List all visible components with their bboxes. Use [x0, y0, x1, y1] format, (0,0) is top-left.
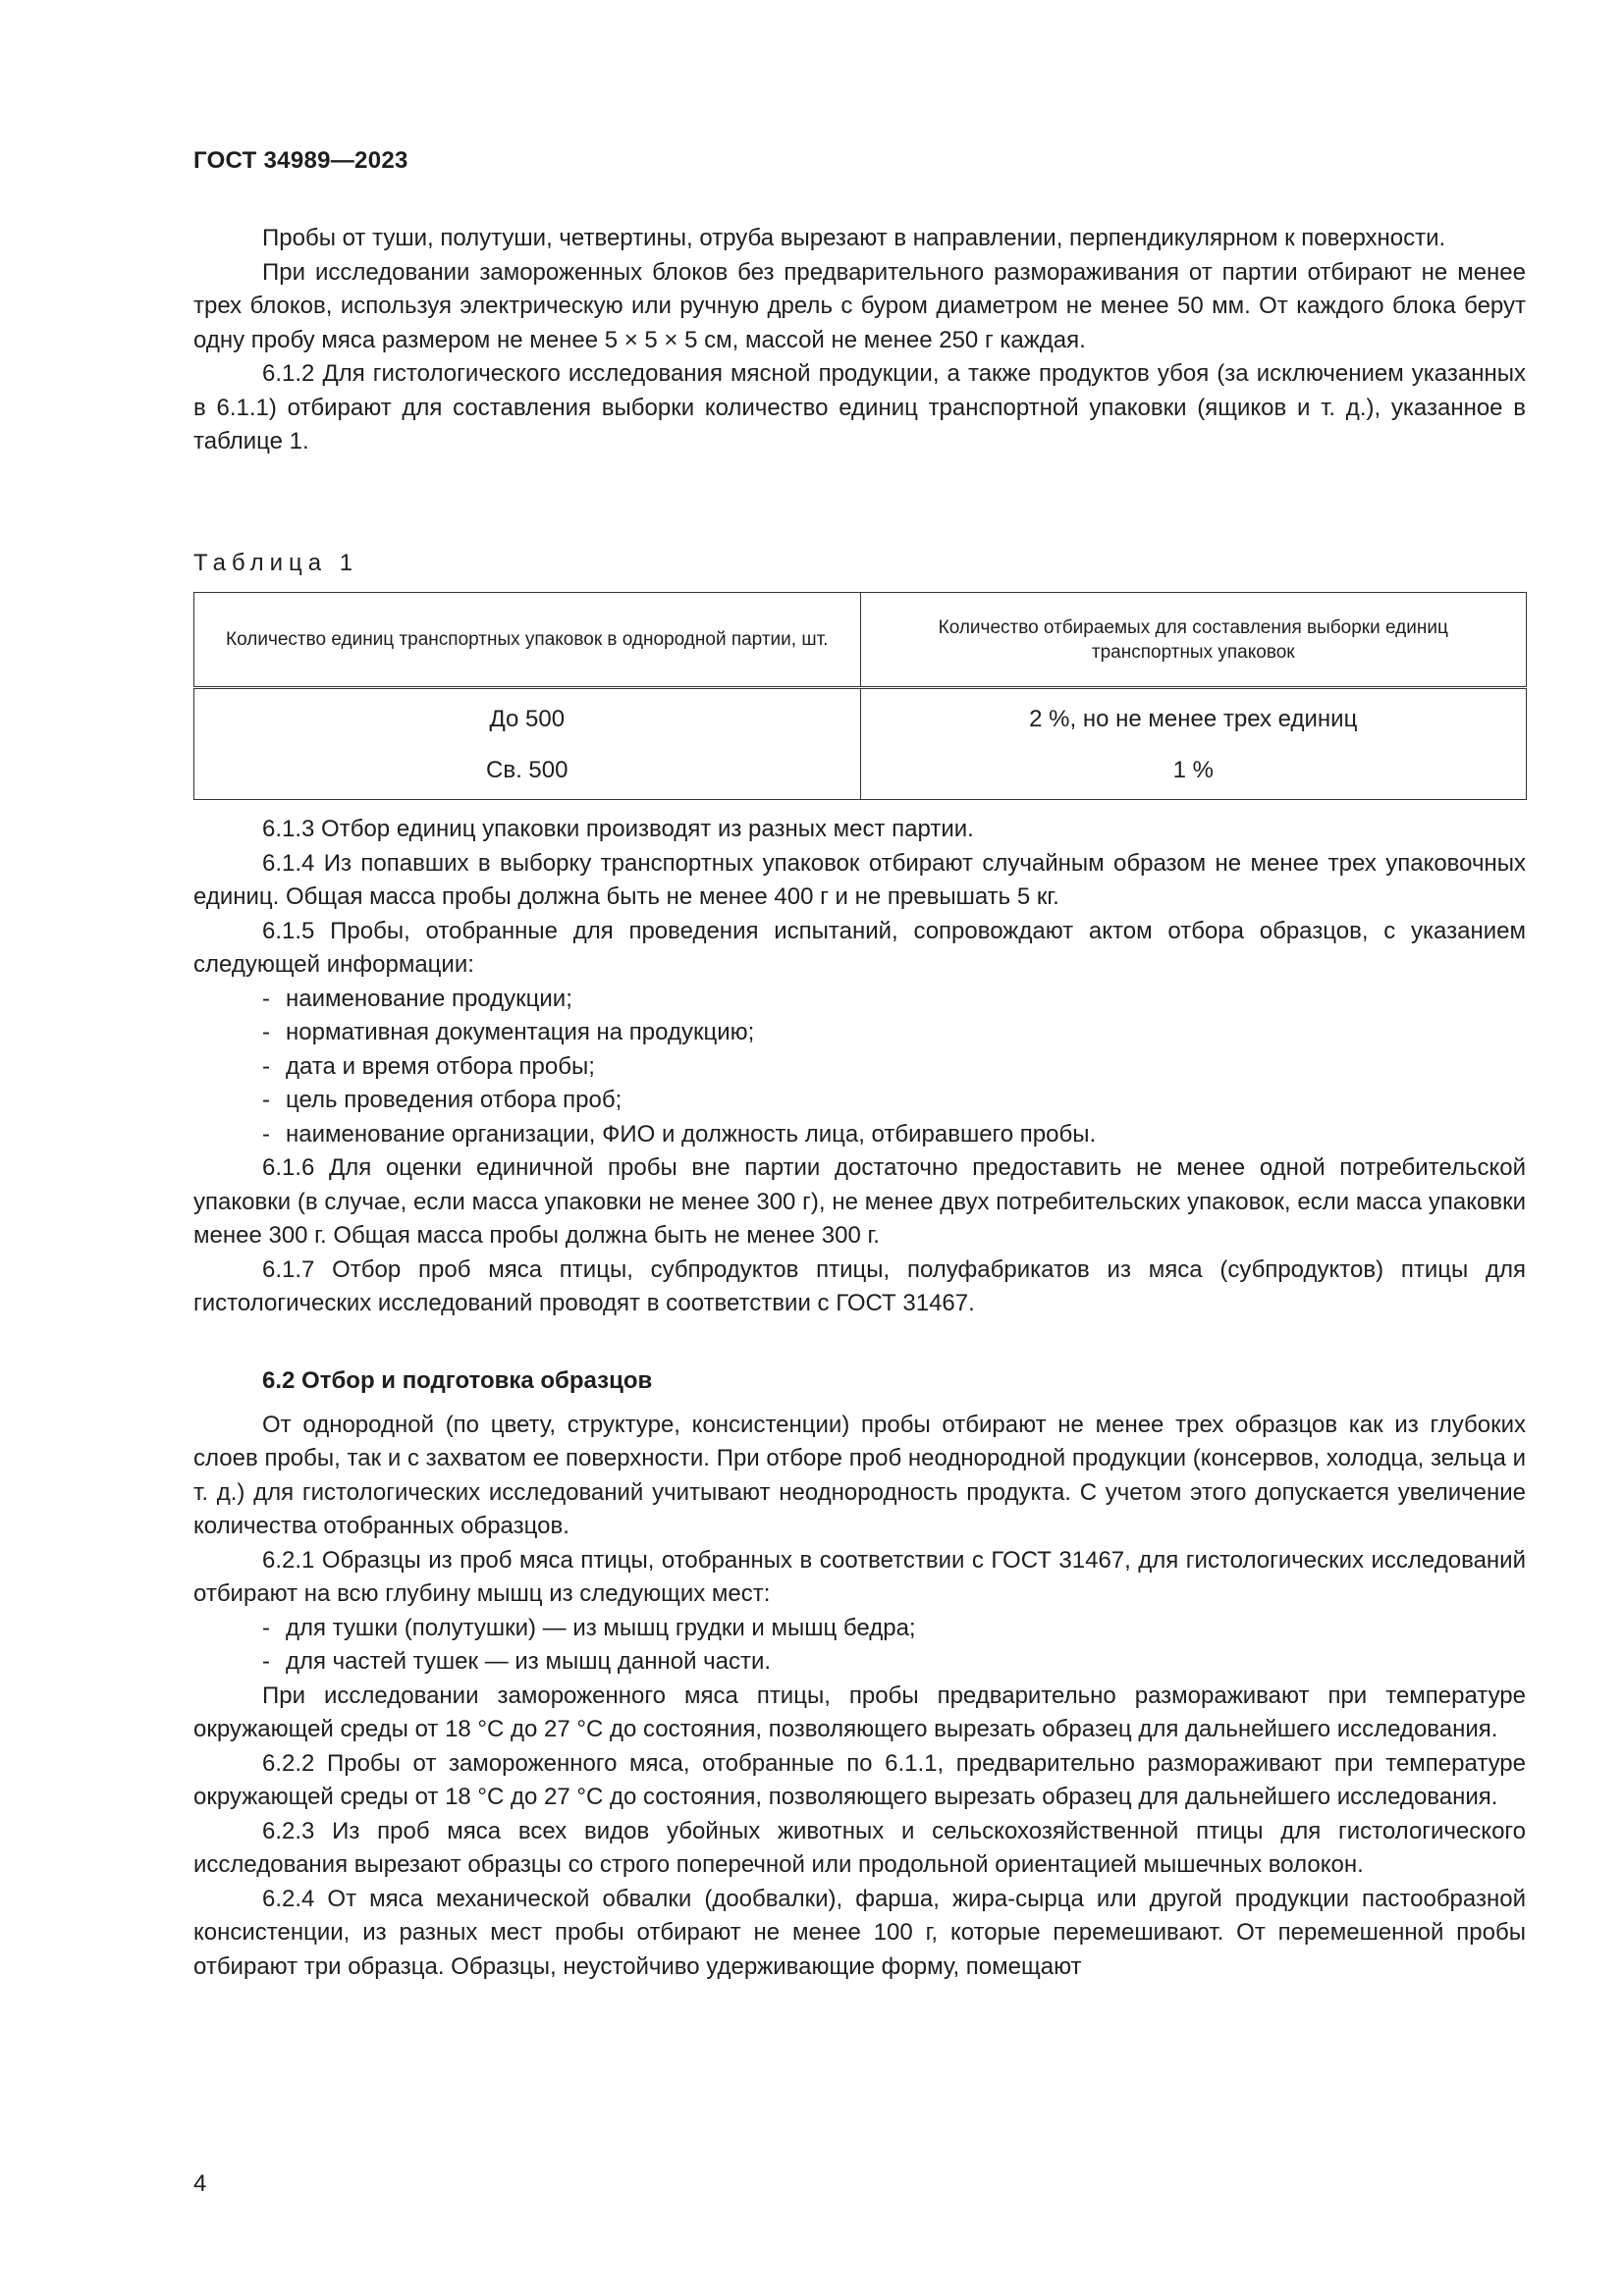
list-dash: -: [262, 985, 270, 1012]
list-dash: -: [262, 1120, 270, 1148]
table-header-row: [194, 593, 1527, 688]
paragraph-6-2-4: 6.2.4 От мяса механической обвалки (дообвалки), фарша, жира-сырца или другой продукции пастообразной консистенции, из разных мест пробы отбирают не менее 100 г, которые перемешивают. От перемешенной пробы отбирают три образца. Образцы, неустойчиво удерживающие форму, помещают: [193, 1885, 1526, 1980]
paragraph-6-1-2: 6.1.2 Для гистологического исследования мясной продукции, а также продуктов убоя (за исключением указанных в 6.1.1) отбирают для составления выборки количество единиц транспортной упаковки (ящиков и т. д.), указанное в таблице 1.: [193, 360, 1526, 454]
list-item: [193, 1612, 1526, 1646]
section-heading: 6.2 Отбор и подготовка образцов: [262, 1367, 653, 1394]
list-item-text: наименование продукции;: [286, 985, 572, 1012]
list-item-text: цель проведения отбора проб;: [286, 1087, 623, 1113]
text-block-after-table: [193, 813, 1526, 1321]
page-number: 4: [193, 2170, 207, 2197]
paragraph-6-1-4: 6.1.4 Из попавших в выборку транспортных упаковок отбирают случайным образом не менее трех упаковочных единиц. Общая масса пробы должна быть не менее 400 г и не превышать 5 кг.: [193, 849, 1526, 910]
paragraph: Пробы от туши, полутуши, четвертины, отруба вырезают в направлении, перпендикулярном к поверхности.: [262, 225, 1446, 251]
list-dash: -: [262, 1052, 270, 1080]
paragraph-6-1-3: 6.1.3 Отбор единиц упаковки производят из разных мест партии.: [262, 816, 974, 842]
list-item: [193, 1016, 1526, 1050]
table-cell: Св. 500: [194, 745, 861, 800]
table-cell: До 500: [194, 688, 861, 746]
table-cell: 2 %, но не менее трех единиц: [860, 688, 1527, 746]
paragraph: При исследовании замороженных блоков без предварительного размораживания от партии отбирают не менее трех блоков, используя электрическую или ручную дрель с буром диаметром не менее 50 мм. От каждого блока берут одну пробу мяса размером не менее 5 × 5 × 5 см, массой не менее 250 г каждая.: [193, 258, 1526, 353]
table-row: [194, 745, 1527, 800]
list-item: [193, 1084, 1526, 1118]
paragraph-6-2-1: 6.2.1 Образцы из проб мяса птицы, отобранных в соответствии с ГОСТ 31467, для гистологических исследований отбирают на всю глубину мышц из следующих мест:: [193, 1546, 1526, 1607]
list-item-text: для тушки (полутушки) — из мышц грудки и мышц бедра;: [286, 1614, 916, 1641]
list-item-text: для частей тушек — из мышц данной части.: [286, 1648, 772, 1675]
paragraph-6-1-7: 6.1.7 Отбор проб мяса птицы, субпродуктов птицы, полуфабрикатов из мяса (субпродуктов) птицы для гистологических исследований проводят в соответствии с ГОСТ 31467.: [193, 1255, 1526, 1316]
paragraph-6-1-6: 6.1.6 Для оценки единичной пробы вне партии достаточно предоставить не менее одной потребительской упаковки (в случае, если масса упаковки не менее 300 г), не менее двух потребительских упаковок, если масса упаковки менее 300 г. Общая масса пробы должна быть не менее 300 г.: [193, 1154, 1526, 1249]
paragraph-6-2-3: 6.2.3 Из проб мяса всех видов убойных животных и сельскохозяйственной птицы для гистологического исследования вырезают образцы со строго поперечной или продольной ориентацией мышечных волокон.: [193, 1817, 1526, 1878]
list-item-text: дата и время отбора пробы;: [286, 1052, 595, 1080]
paragraph-6-1-5: 6.1.5 Пробы, отобранные для проведения испытаний, сопровождают актом отбора образцов, с указанием следующей информации:: [193, 917, 1526, 978]
table-cell: 1 %: [860, 745, 1527, 800]
section-6-2: [193, 1352, 1526, 1984]
paragraph: От однородной (по цвету, структуре, консистенции) пробы отбирают не менее трех образцов как из глубоких слоев пробы, так и с захватом ее поверхности. При отборе проб неоднородной продукции (консервов, холодца, зельца и т. д.) для гистологических исследований учитывают неоднородность продукта. С учетом этого допускается увеличение количества отобранных образцов.: [193, 1411, 1526, 1539]
table-header-cell: Количество единиц транспортных упаковок в однородной партии, шт.: [194, 593, 861, 688]
paragraph: При исследовании замороженного мяса птицы, пробы предварительно размораживают при температуре окружающей среды от 18 °С до 27 °С до состояния, позволяющего вырезать образец для дальнейшего исследования.: [193, 1682, 1526, 1742]
list-dash: -: [262, 1648, 270, 1675]
list-dash: -: [262, 1019, 270, 1045]
list-item: [193, 983, 1526, 1017]
table-caption: Таблица 1: [193, 550, 359, 576]
paragraph-6-2-2: 6.2.2 Пробы от замороженного мяса, отобранные по 6.1.1, предварительно размораживают при температуре окружающей среды от 18 °С до 27 °С до состояния, позволяющего вырезать образец для дальнейшего исследования.: [193, 1749, 1526, 1810]
list-dash: -: [262, 1087, 270, 1113]
list-dash: -: [262, 1614, 270, 1641]
text-block-before-table: [193, 222, 1526, 459]
table-header-cell: Количество отбираемых для составления выборки единиц транспортных упаковок: [860, 593, 1527, 688]
list-item-text: наименование организации, ФИО и должность лица, отбиравшего пробы.: [286, 1120, 1097, 1148]
table-1: [193, 592, 1527, 800]
table-row: [194, 688, 1527, 746]
list-item: [193, 1118, 1526, 1152]
document-header: ГОСТ 34989—2023: [193, 147, 408, 174]
list-item-text: нормативная документация на продукцию;: [286, 1019, 755, 1045]
list-item: [193, 1050, 1526, 1085]
list-item: [193, 1645, 1526, 1680]
